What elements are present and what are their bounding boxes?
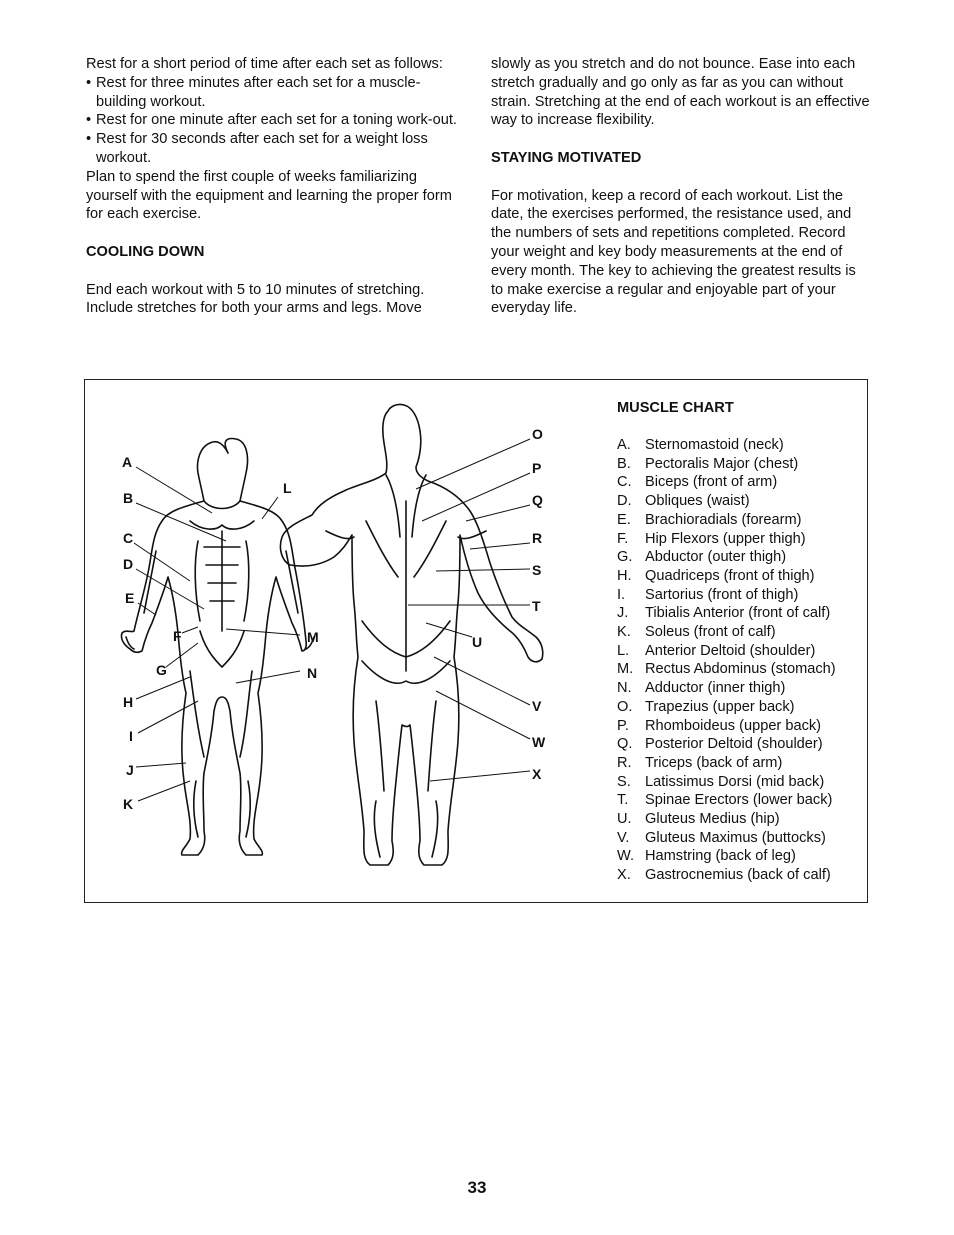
figure-label-g: G [156, 662, 167, 678]
figure-label-i: I [129, 728, 133, 744]
muscle-item-letter: F. [617, 530, 629, 547]
front-body-figure [121, 439, 314, 855]
figure-label-x: X [532, 766, 542, 782]
muscle-item-letter: W. [617, 848, 635, 865]
muscle-item-name: Rectus Abdominus (stomach) [645, 661, 836, 678]
muscle-item-name: Gluteus Maximus (buttocks) [645, 829, 826, 846]
muscle-item-name: Abductor (outer thigh) [645, 549, 787, 566]
muscle-chart-item [617, 866, 836, 885]
muscle-item-name: Soleus (front of calf) [645, 624, 776, 641]
right-column [491, 55, 871, 318]
muscle-chart-item [617, 511, 836, 530]
muscle-item-letter: I. [617, 586, 626, 603]
cooling-down-paragraph: End each workout with 5 to 10 minutes of stretching. Include stretches for both your arms and legs. Move [86, 281, 425, 317]
muscle-chart-item [617, 492, 836, 511]
cooling-down-heading: COOLING DOWN [86, 243, 205, 260]
plan-paragraph: Plan to spend the first couple of weeks familiarizing yourself with the equipment and learning the proper form for each exercise. [86, 168, 452, 223]
motivation-paragraph: For motivation, keep a record of each workout. List the date, the exercises performed, the resistance used, and the numbers of sets and repetitions completed. Record your weight and key body measurements at the end of every month. The key to achieving the greatest results is to make exercise a regular and enjoyable part of your everyday life. [491, 187, 856, 317]
figure-label-k: K [123, 796, 134, 812]
muscle-item-name: Biceps (front of arm) [645, 474, 778, 491]
stretch-paragraph: slowly as you stretch and do not bounce. Ease into each stretch gradually and go only as far as you can without strain. Stretching at the end of each workout is an effective way to increase flexibility. [491, 56, 870, 129]
figure-label-d: D [123, 556, 134, 572]
leader-lines [134, 439, 530, 801]
figure-label-h: H [123, 694, 134, 710]
figure-label-j: J [126, 762, 134, 778]
muscle-item-letter: U. [617, 811, 632, 828]
figure-label-n: N [307, 665, 318, 681]
figure-label-c: C [123, 530, 134, 546]
muscle-chart-legend [617, 436, 836, 885]
back-body-figure [280, 404, 542, 865]
figure-label-l: L [283, 480, 292, 496]
muscle-chart-item [617, 735, 836, 754]
muscle-item-name: Hamstring (back of leg) [645, 848, 796, 865]
muscle-item-name: Spinae Erectors (lower back) [645, 792, 833, 809]
figure-label-r: R [532, 530, 543, 546]
muscle-item-name: Sartorius (front of thigh) [645, 586, 799, 603]
muscle-item-letter: L. [617, 642, 630, 659]
figure-label-q: Q [532, 492, 543, 508]
muscle-chart-item [617, 604, 836, 623]
muscle-chart-item [617, 810, 836, 829]
muscle-item-name: Quadriceps (front of thigh) [645, 567, 815, 584]
muscle-chart-item [617, 847, 836, 866]
figure-label-v: V [532, 698, 542, 714]
muscle-item-name: Gluteus Medius (hip) [645, 811, 780, 828]
figure-label-p: P [532, 460, 542, 476]
figure-label-f: F [173, 628, 182, 644]
muscle-item-letter: X. [617, 867, 631, 884]
muscle-item-letter: V. [617, 829, 630, 846]
muscle-figure-illustration [86, 381, 596, 901]
muscle-item-name: Trapezius (upper back) [645, 698, 795, 715]
muscle-chart-item [617, 455, 836, 474]
muscle-chart-item [617, 567, 836, 586]
muscle-chart-item [617, 679, 836, 698]
muscle-chart-item [617, 791, 836, 810]
muscle-item-name: Obliques (waist) [645, 493, 750, 510]
muscle-chart-item [617, 586, 836, 605]
muscle-item-letter: A. [617, 437, 631, 453]
staying-motivated-heading: STAYING MOTIVATED [491, 149, 642, 166]
muscle-item-name: Latissimus Dorsi (mid back) [645, 773, 825, 790]
left-column [86, 55, 464, 318]
muscle-item-letter: J. [617, 605, 629, 622]
muscle-item-letter: H. [617, 567, 632, 584]
muscle-chart-item [617, 473, 836, 492]
muscle-chart-item [617, 717, 836, 736]
rest-bullet: • Rest for one minute after each set for a toning work-out. [86, 111, 464, 130]
rest-bullet: • Rest for three minutes after each set for a muscle-building workout. [86, 74, 464, 112]
muscle-chart-item [617, 642, 836, 661]
muscle-item-name: Sternomastoid (neck) [645, 437, 784, 453]
figure-label-t: T [532, 598, 541, 614]
muscle-item-name: Tibialis Anterior (front of calf) [645, 605, 831, 622]
muscle-item-name: Triceps (back of arm) [645, 754, 783, 771]
rest-bullet: • Rest for 30 seconds after each set for a weight loss workout. [86, 130, 464, 168]
muscle-chart-item [617, 773, 836, 792]
rest-bullet-list [86, 74, 464, 168]
page-number: 33 [467, 1178, 487, 1197]
muscle-item-letter: S. [617, 773, 631, 790]
muscle-chart-item [617, 754, 836, 773]
muscle-item-name: Brachioradials (forearm) [645, 511, 802, 528]
muscle-item-name: Pectoralis Major (chest) [645, 455, 799, 472]
muscle-item-letter: K. [617, 624, 631, 641]
muscle-item-letter: O. [617, 698, 633, 715]
muscle-chart-item [617, 548, 836, 567]
muscle-item-letter: P. [617, 717, 629, 734]
muscle-chart-item [617, 660, 836, 679]
muscle-item-name: Rhomboideus (upper back) [645, 717, 822, 734]
muscle-chart-item [617, 698, 836, 717]
figure-label-w: W [532, 734, 546, 750]
muscle-item-letter: E. [617, 511, 631, 528]
muscle-item-letter: C. [617, 474, 632, 491]
figure-label-e: E [125, 590, 135, 606]
muscle-item-name: Hip Flexors (upper thigh) [645, 530, 806, 547]
muscle-item-name: Adductor (inner thigh) [645, 680, 786, 697]
muscle-item-letter: G. [617, 549, 633, 566]
muscle-item-name: Gastrocnemius (back of calf) [645, 867, 831, 884]
muscle-item-letter: T. [617, 792, 629, 809]
muscle-chart-item [617, 530, 836, 549]
muscle-chart-title: MUSCLE CHART [617, 400, 734, 416]
figure-label-o: O [532, 426, 543, 442]
muscle-chart-item [617, 623, 836, 642]
rest-intro: Rest for a short period of time after each set as follows: [86, 56, 443, 72]
muscle-item-letter: B. [617, 455, 631, 472]
muscle-item-letter: N. [617, 680, 632, 697]
muscle-chart-item [617, 829, 836, 848]
figure-label-s: S [532, 562, 542, 578]
figure-label-b: B [123, 490, 134, 506]
figure-label-u: U [472, 634, 483, 650]
muscle-chart-item [617, 436, 836, 455]
muscle-item-letter: D. [617, 493, 632, 510]
muscle-item-letter: M. [617, 661, 634, 678]
muscle-item-name: Posterior Deltoid (shoulder) [645, 736, 823, 753]
muscle-item-letter: R. [617, 754, 632, 771]
figure-label-a: A [122, 454, 133, 470]
muscle-item-name: Anterior Deltoid (shoulder) [645, 642, 816, 659]
muscle-item-letter: Q. [617, 736, 633, 753]
figure-label-m: M [307, 629, 319, 645]
